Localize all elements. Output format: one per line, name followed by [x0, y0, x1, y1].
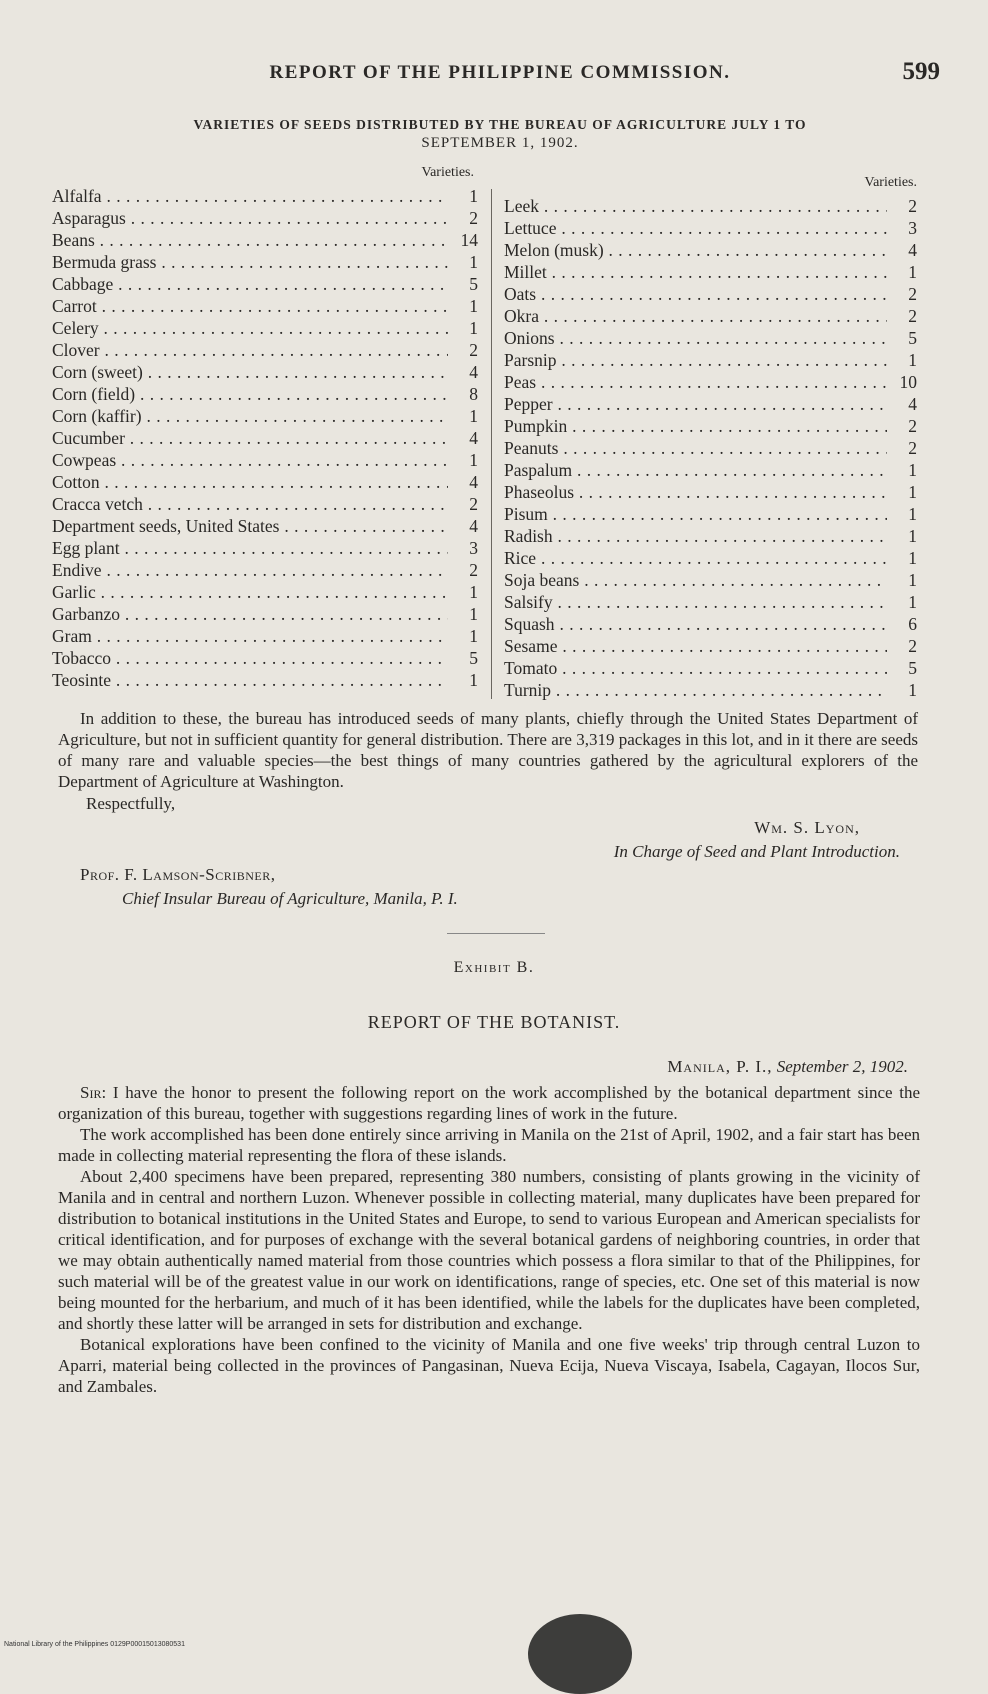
table-row — [504, 613, 917, 635]
variety-name: Radish . . . — [504, 525, 887, 547]
signature-title: In Charge of Seed and Plant Introduction. — [613, 842, 900, 861]
variety-count: 4 — [469, 472, 478, 492]
variety-count: 5 — [469, 648, 478, 668]
variety-count: 1 — [469, 582, 478, 602]
variety-count: 1 — [908, 526, 917, 546]
variety-name: Peanuts . . . — [504, 437, 887, 459]
variety-count: 5 — [908, 328, 917, 348]
table-row — [504, 195, 917, 217]
scanner-thumb — [528, 1614, 632, 1694]
table-row — [52, 207, 478, 229]
table-row — [52, 625, 478, 647]
table-row — [52, 405, 478, 427]
salutation: Sir: — [80, 1083, 107, 1102]
variety-count: 4 — [908, 240, 917, 260]
variety-name: Cucumber . . . — [52, 427, 448, 449]
table-row — [504, 503, 917, 525]
report-paragraph — [58, 1082, 920, 1124]
running-head: REPORT OF THE PHILIPPINE COMMISSION. — [269, 62, 731, 83]
table-row — [52, 229, 478, 251]
variety-name: Cabbage . . . — [52, 273, 448, 295]
variety-count: 5 — [469, 274, 478, 294]
variety-name: Carrot . . . — [52, 295, 448, 317]
variety-name: Asparagus . . . — [52, 207, 448, 229]
variety-name: Oats . . . — [504, 283, 887, 305]
table-row — [52, 559, 478, 581]
variety-name: Department seeds, United States . . . — [52, 515, 448, 537]
table-row — [504, 459, 917, 481]
variety-name: Corn (sweet) . . . — [52, 361, 448, 383]
table-row — [52, 581, 478, 603]
report-paragraph: About 2,400 specimens have been prepared, representing 380 numbers, consisting of plants growing in the vicinity of Manila and in central and northern Luzon. Whenever possible in collecting material, many duplicates have been prepared for distribution to botanical institutions in the United States and Europe, to send to various European and American specialists for critical identification, and for purposes of exchange with the several botanical gardens of neighboring countries, in order that we may obtain authentically named material from those countries which possess a flora similar to that of the Philippines, for such material will be of the greatest value in our work on identifications, range of species, etc. One set of this material is now being mounted for the herbarium, and much of it has been identified, while the labels for the duplicates have been completed, and shortly these latter will be arranged in sets for distribution and exchange. — [58, 1167, 920, 1333]
variety-name: Alfalfa . . . — [52, 185, 448, 207]
variety-count: 4 — [469, 362, 478, 382]
table-row — [504, 679, 917, 701]
addressee-name: Prof. F. Lamson-Scribner, — [80, 865, 276, 884]
variety-count: 2 — [908, 284, 917, 304]
variety-name: Cowpeas . . . — [52, 449, 448, 471]
table-row — [504, 591, 917, 613]
dateline-date: September 2, 1902. — [776, 1057, 908, 1076]
variety-count: 1 — [469, 318, 478, 338]
variety-name: Cracca vetch . . . — [52, 493, 448, 515]
left-rows — [52, 185, 478, 691]
variety-name: Millet . . . — [504, 261, 887, 283]
report-title: REPORT OF THE BOTANIST. — [367, 1012, 621, 1032]
table-row — [52, 493, 478, 515]
variety-name: Onions . . . — [504, 327, 887, 349]
addressee-title: Chief Insular Bureau of Agriculture, Manila, P. I. — [122, 889, 458, 908]
variety-count: 1 — [469, 186, 478, 206]
report-paragraph-text: I have the honor to present the following report on the work accomplished by the botanical department since the organization of this bureau, together with suggestions regarding lines of work in the future. — [58, 1083, 921, 1123]
table-row — [52, 295, 478, 317]
variety-name: Phaseolus . . . — [504, 481, 887, 503]
variety-name: Pumpkin . . . — [504, 415, 887, 437]
table-row — [52, 339, 478, 361]
table-row — [52, 361, 478, 383]
variety-count: 2 — [908, 438, 917, 458]
variety-count: 1 — [469, 670, 478, 690]
seed-varieties-table — [52, 165, 917, 701]
variety-name: Endive . . . — [52, 559, 448, 581]
table-row — [504, 657, 917, 679]
variety-name: Lettuce . . . — [504, 217, 887, 239]
variety-count: 6 — [908, 614, 917, 634]
variety-name: Garbanzo . . . — [52, 603, 448, 625]
exhibit-heading: Exhibit B. — [453, 959, 535, 976]
left-column-header: Varieties. — [421, 165, 474, 180]
page-number: 599 — [902, 58, 940, 85]
table-row — [504, 437, 917, 459]
variety-count: 1 — [469, 450, 478, 470]
variety-name: Corn (field) . . . — [52, 383, 448, 405]
variety-name: Sesame . . . — [504, 635, 887, 657]
variety-name: Egg plant . . . — [52, 537, 448, 559]
table-row — [52, 537, 478, 559]
variety-count: 3 — [908, 218, 917, 238]
variety-count: 4 — [469, 428, 478, 448]
table-row — [504, 371, 917, 393]
variety-name: Pisum . . . — [504, 503, 887, 525]
variety-name: Rice . . . — [504, 547, 887, 569]
table-row — [52, 317, 478, 339]
table-row — [504, 217, 917, 239]
table-row — [504, 327, 917, 349]
variety-count: 1 — [908, 460, 917, 480]
table-row — [504, 349, 917, 371]
variety-name: Cotton . . . — [52, 471, 448, 493]
table-row — [52, 471, 478, 493]
signature-name: Wm. S. Lyon, — [754, 818, 860, 837]
table-row — [52, 647, 478, 669]
right-rows — [504, 195, 917, 701]
right-column-header: Varieties. — [864, 175, 917, 190]
variety-count: 5 — [908, 658, 917, 678]
variety-count: 10 — [899, 372, 917, 392]
table-row — [52, 427, 478, 449]
table-title — [95, 115, 905, 153]
table-row — [504, 635, 917, 657]
page-header — [60, 58, 940, 92]
variety-count: 2 — [469, 208, 478, 228]
addressee-block — [80, 863, 458, 911]
variety-name: Squash . . . — [504, 613, 887, 635]
table-row — [52, 669, 478, 691]
report-paragraph: The work accomplished has been done entirely since arriving in Manila on the 21st of April, 1902, and a fair start has been made in collecting material representing the flora of these islands. — [58, 1125, 920, 1165]
variety-count: 1 — [908, 504, 917, 524]
report-paragraph: Botanical explorations have been confined to the vicinity of Manila and one five weeks' trip through central Luzon to Aparri, material being collected in the provinces of Pangasinan, Nueva Ecija, Nueva Viscaya, Isabela, Cagayan, Ilocos Sur, and Zambales. — [58, 1335, 920, 1396]
table-row — [52, 251, 478, 273]
table-row — [52, 383, 478, 405]
variety-name: Corn (kaffir) . . . — [52, 405, 448, 427]
variety-count: 2 — [908, 196, 917, 216]
variety-name: Soja beans . . . — [504, 569, 887, 591]
table-row — [52, 603, 478, 625]
variety-count: 4 — [469, 516, 478, 536]
variety-count: 14 — [460, 230, 478, 250]
variety-name: Pepper . . . — [504, 393, 887, 415]
variety-count: 1 — [469, 604, 478, 624]
variety-count: 1 — [908, 680, 917, 700]
table-row — [504, 283, 917, 305]
variety-name: Leek . . . — [504, 195, 887, 217]
table-row — [504, 569, 917, 591]
table-row — [52, 515, 478, 537]
variety-name: Tobacco . . . — [52, 647, 448, 669]
table-row — [504, 239, 917, 261]
variety-name: Melon (musk) . . . — [504, 239, 887, 261]
variety-name: Celery . . . — [52, 317, 448, 339]
table-row — [504, 547, 917, 569]
table-row — [504, 393, 917, 415]
table-row — [52, 185, 478, 207]
variety-name: Garlic . . . — [52, 581, 448, 603]
variety-count: 1 — [908, 592, 917, 612]
variety-name: Parsnip . . . — [504, 349, 887, 371]
variety-count: 2 — [469, 494, 478, 514]
section-rule — [447, 933, 545, 934]
variety-count: 8 — [469, 384, 478, 404]
column-divider — [491, 189, 492, 699]
variety-count: 1 — [908, 350, 917, 370]
variety-count: 1 — [908, 570, 917, 590]
variety-count: 1 — [908, 262, 917, 282]
variety-name: Gram . . . — [52, 625, 448, 647]
variety-count: 1 — [908, 482, 917, 502]
variety-name: Clover . . . — [52, 339, 448, 361]
variety-name: Salsify . . . — [504, 591, 887, 613]
table-row — [504, 525, 917, 547]
variety-name: Peas . . . — [504, 371, 887, 393]
dateline — [667, 1057, 908, 1077]
variety-name: Teosinte . . . — [52, 669, 448, 691]
variety-count: 2 — [908, 636, 917, 656]
variety-count: 1 — [469, 406, 478, 426]
report-body — [58, 1082, 920, 1397]
variety-count: 1 — [469, 626, 478, 646]
table-row — [52, 273, 478, 295]
variety-count: 2 — [469, 560, 478, 580]
variety-count: 1 — [469, 296, 478, 316]
variety-name: Beans . . . — [52, 229, 448, 251]
intro-paragraph: In addition to these, the bureau has introduced seeds of many plants, chiefly through the United States Department of Agriculture, but not in sufficient quantity for general distribution. There are 3,319 packages in this lot, and in it there are seeds of many rare and valuable species—the best things of many countries gathered by the agricultural explorers of the Department of Agriculture at Washington. — [58, 709, 918, 791]
variety-count: 1 — [469, 252, 478, 272]
variety-name: Tomato . . . — [504, 657, 887, 679]
closing: Respectfully, — [86, 794, 176, 813]
variety-count: 4 — [908, 394, 917, 414]
variety-count: 1 — [908, 548, 917, 568]
table-title-line1: VARIETIES OF SEEDS DISTRIBUTED BY THE BUREAU OF AGRICULTURE JULY 1 TO — [193, 117, 807, 132]
table-row — [504, 305, 917, 327]
variety-count: 2 — [908, 306, 917, 326]
variety-count: 3 — [469, 538, 478, 558]
scan-footer: National Library of the Philippines 0129P00015013080531 — [4, 1641, 185, 1648]
table-title-line2: SEPTEMBER 1, 1902. — [421, 135, 579, 151]
variety-count: 2 — [469, 340, 478, 360]
signature-block — [480, 816, 900, 864]
table-row — [504, 481, 917, 503]
variety-name: Paspalum . . . — [504, 459, 887, 481]
dateline-place: Manila, P. I., — [667, 1057, 773, 1076]
variety-count: 2 — [908, 416, 917, 436]
variety-name: Okra . . . — [504, 305, 887, 327]
table-row — [504, 415, 917, 437]
variety-name: Bermuda grass . . . — [52, 251, 448, 273]
table-row — [504, 261, 917, 283]
variety-name: Turnip . . . — [504, 679, 887, 701]
table-row — [52, 449, 478, 471]
